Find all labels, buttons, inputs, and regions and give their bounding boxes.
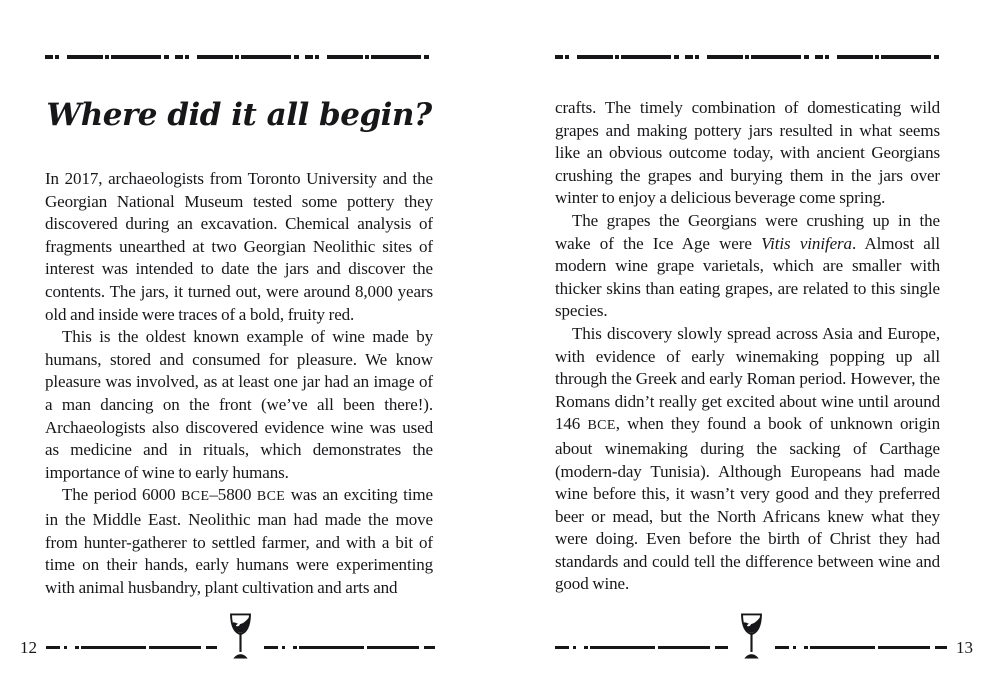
italic-text: Vitis vinifera: [761, 233, 852, 253]
paragraph: [45, 326, 433, 484]
smallcaps-text: BCE: [587, 418, 616, 434]
paragraph: [45, 168, 433, 326]
top-border-rule-right: [555, 55, 940, 59]
body-text-run: , when they found a book of unknown origin about winemaking during the sacking of Carthage (modern-day Tunisia). Although Europeans had made wine before this, it wasn’t very good and they preferred beer or mead, but the North Africans knew what they were doing. Even before the birth of Christ they had standards and could tell the difference between wine and good wine.: [555, 414, 941, 594]
paragraph: [555, 210, 940, 323]
body-text-run: The grapes the Georgians were crushing up in the wake of the Ice Age were: [555, 210, 940, 253]
paragraph: [45, 484, 433, 599]
top-border-rule-left: [45, 55, 433, 59]
page-footer-right: [555, 621, 973, 669]
body-text-run: crafts. The timely combination of domesticating wild grapes and making pottery jars resulted in what seems like an obvious outcome today, with ancient Georgians crushing the grapes and burying them in the jars over winter to enjoy a delicious beverage come spring.: [555, 98, 940, 208]
footer-rule: [555, 646, 728, 649]
wine-glass-icon: [226, 613, 255, 660]
page-number-left: 12: [20, 637, 37, 657]
footer-rule: [46, 646, 217, 649]
smallcaps-text: BCE: [256, 489, 286, 505]
paragraph: [555, 97, 940, 210]
body-text-run: This is the oldest known example of wine made by humans, stored and consumed for pleasure. We know pleasure was involved, as at least one jar had an image of a man dancing on the front (we’ve all been there!). Archaeologists also discovered evidence wine was used as medicine and in rituals, which demonstrates the importance of wine to early humans.: [45, 327, 433, 482]
body-text-run: In 2017, archaeologists from Toronto University and the Georgian National Museum tested some pottery they discovered during an excavation. Chemical analysis of fragments unearthed at two Georgian Neolithic sites of interest was intended to date the jars and discover the contents. The jars, it turned out, were around 8,000 years old and inside were traces of a bold, fruity red.: [45, 169, 433, 324]
body-text-run: –5800: [209, 485, 257, 505]
body-text-run: This discovery slowly spread across Asia and Europe, with evidence of early winemaking popping up all through the Greek and early Roman period. However, the Romans didn’t really get excited about wine until around 146: [555, 323, 940, 434]
body-text-run: . Almost all modern wine grape varietals, which are smaller with thicker skins than eating grapes, are related to this single species.: [555, 233, 940, 321]
body-text-run: The period 6000: [62, 485, 182, 505]
paragraph: [555, 323, 940, 596]
wine-glass-icon: [737, 613, 766, 660]
page-right-body: [555, 97, 940, 596]
footer-rule: [264, 646, 435, 649]
smallcaps-text: BCE: [181, 489, 210, 505]
body-text-run: was an exciting time in the Middle East. Neolithic man had made the move from hunter-gatherer to settled farmer, and with a bit of time on their hands, early humans were experimenting with animal husbandry, plant cultivation and arts and: [45, 485, 433, 597]
page-left-body: [45, 168, 433, 599]
page-number-right: 13: [956, 637, 973, 657]
page-footer-left: [20, 621, 435, 669]
page-right: [497, 0, 993, 700]
chapter-title: Where did it all begin?: [46, 97, 432, 133]
footer-rule: [775, 646, 948, 649]
